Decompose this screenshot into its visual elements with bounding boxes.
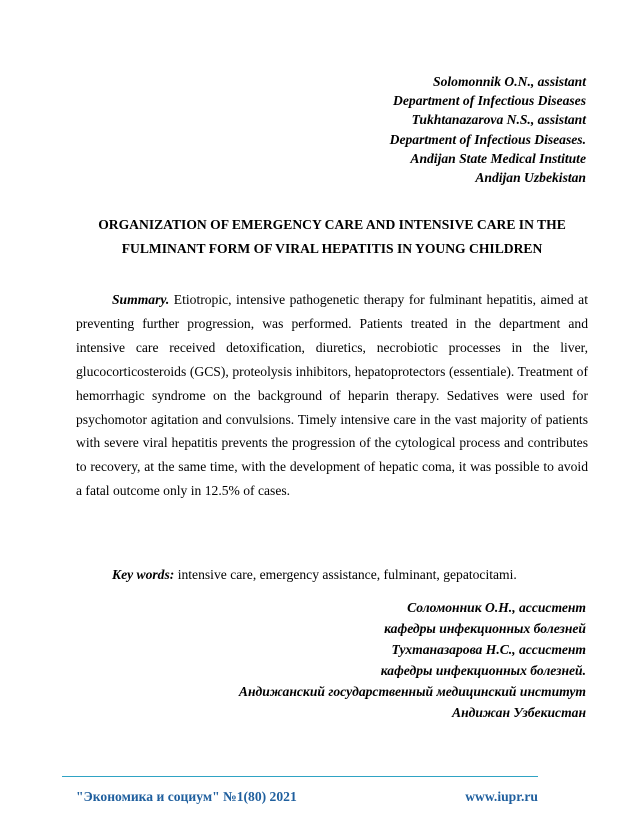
- footer-journal: "Экономика и социум" №1(80) 2021: [76, 789, 297, 804]
- author-line: Тухтаназарова Н.С., ассистент: [391, 642, 586, 658]
- summary-paragraph: [76, 288, 588, 503]
- author-line: Соломонник О.Н., ассистент: [407, 600, 586, 615]
- author-line: Андижанский государственный медицинский институт: [238, 684, 586, 700]
- keywords-label: Key words:: [112, 567, 175, 582]
- author-line: Solomonnik O.N., assistant: [433, 74, 586, 89]
- author-line: кафедры инфекционных болезней: [384, 621, 586, 637]
- author-line: Andijan Uzbekistan: [475, 170, 586, 186]
- summary-text: Etiotropic, intensive pathogenetic therapy for fulminant hepatitis, aimed at preventing further progression, was performed. Patients treated in the department and intensive care received detoxification, diuretics, necrobiotic processes in the liver, glucocorticosteroids (GCS), proteolysis inhibitors, hepatoprotectors (essentiale). Treatment of hemorrhagic syndrome on the background of heparin therapy. Sedatives were used for psychomotor agitation and convulsions. Timely intensive care in the vast majority of patients with severe viral hepatitis prevents the progression of the cytological process and contributes to recovery, at the same time, with the development of hepatic coma, it was possible to avoid a fatal outcome only in 12.5% of cases.: [76, 292, 588, 499]
- author-line: Department of Infectious Diseases.: [389, 131, 586, 147]
- author-line: Андижан Узбекистан: [452, 705, 586, 721]
- keywords-paragraph: [76, 563, 588, 587]
- author-line: Tukhtanazarova N.S., assistant: [411, 112, 586, 128]
- paper-title: ORGANIZATION OF EMERGENCY CARE AND INTENSIVE CARE IN THE FULMINANT FORM OF VIRAL HEPATITIS IN YOUNG CHILDREN: [98, 217, 566, 256]
- summary-label: Summary.: [112, 292, 170, 307]
- authors-block-en: [390, 72, 586, 187]
- authors-block-ru: [239, 597, 586, 724]
- author-line: Department of Infectious Diseases: [393, 93, 586, 109]
- author-line: кафедры инфекционных болезней.: [380, 663, 586, 679]
- keywords-text: intensive care, emergency assistance, fulminant, gepatocitami.: [174, 567, 517, 582]
- author-line: Andijan State Medical Institute: [410, 150, 586, 166]
- footer-url-link[interactable]: www.iupr.ru: [465, 789, 538, 804]
- footer-divider: [62, 776, 538, 777]
